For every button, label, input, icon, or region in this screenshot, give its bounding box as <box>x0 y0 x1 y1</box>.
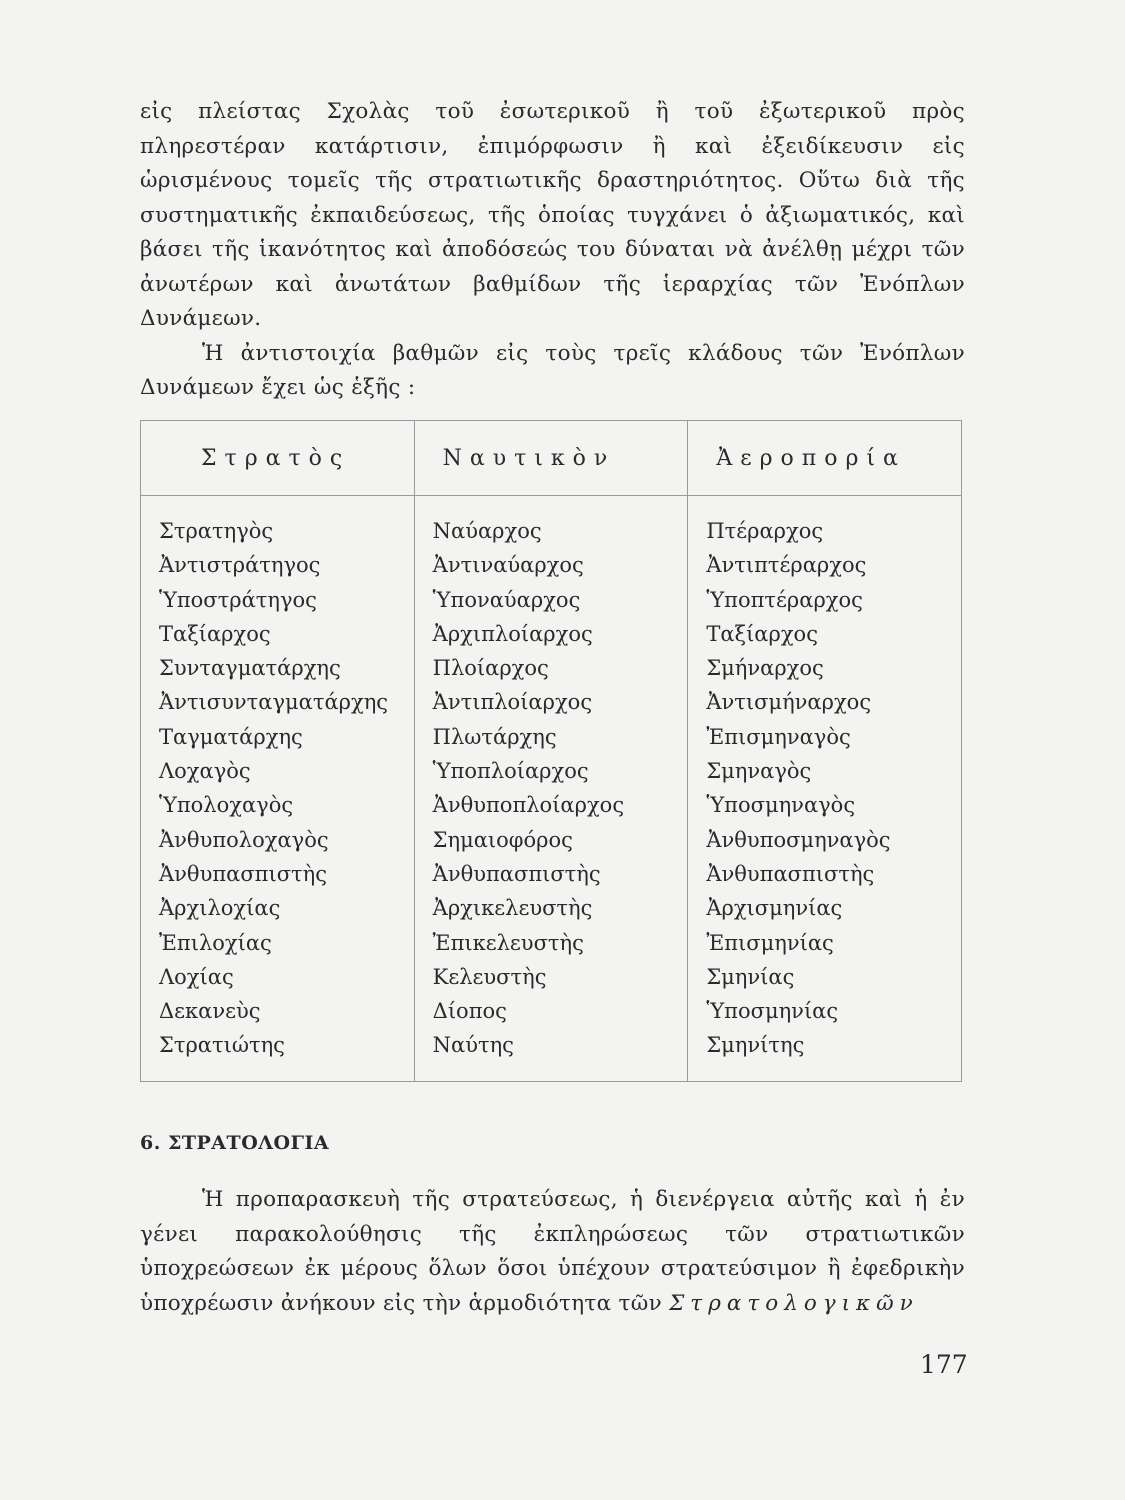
rank-item: Ταξίαρχος <box>706 621 818 646</box>
rank-item: Πλοίαρχος <box>432 656 549 681</box>
intro-paragraph-1: εἰς πλείστας Σχολὰς τοῦ ἐσωτερικοῦ ἢ τοῦ ἐξωτερικοῦ πρὸς πληρεστέραν κατάρτισιν, ἐπιμόρφωσιν ἢ καὶ ἐξειδίκευσιν εἰς ὡρισμένους τομεῖς τῆς στρατιωτικῆς δραστηριότητος. Οὕτω διὰ τῆς συστηματικῆς ἐκπαιδεύσεως, τῆς ὁποίας τυγχάνει ὁ ἀξιωματικός, καὶ βάσει τῆς ἱκανότητος καὶ ἀποδόσεώς του δύναται νὰ ἀνέλθῃ μέχρι τῶν ἀνωτέρων καὶ ἀνωτάτων βαθμίδων τῆς ἱεραρχίας τῶν Ἐνόπλων Δυνάμεων. <box>140 99 965 331</box>
rank-item: Ναύτης <box>432 1033 514 1058</box>
rank-item: Ἀντιπλοίαρχος <box>432 690 593 715</box>
rank-item: Δεκανεὺς <box>159 999 261 1024</box>
rank-item: Ὑποσμηνίας <box>706 999 839 1024</box>
rank-item: Σμηνίας <box>706 964 795 989</box>
rank-item: Ἀρχισμηνίας <box>706 896 843 921</box>
rank-item: Ἀνθυποσμηναγὸς <box>706 827 891 852</box>
rank-item: Ἀντιστράτηγος <box>159 553 321 578</box>
rank-item: Λοχίας <box>159 964 234 989</box>
page-number: 177 <box>920 1350 968 1379</box>
rank-item: Ἀντισμήναρχος <box>706 690 872 715</box>
rank-item: Ταξίαρχος <box>159 621 271 646</box>
rank-item: Ἀρχιλοχίας <box>159 896 281 921</box>
rank-item: Ὑποπτέραρχος <box>706 587 863 612</box>
rank-item: Ὑποπλοίαρχος <box>432 759 589 784</box>
rank-item: Ὑποσμηναγὸς <box>706 793 856 818</box>
rank-item: Ἀρχιπλοίαρχος <box>432 621 593 646</box>
rank-item: Ἐπισμηναγὸς <box>706 724 851 749</box>
header-army: Στρατὸς <box>141 421 415 496</box>
section-text <box>140 1183 965 1321</box>
section-paragraph-spaced-word: Στρατολογικῶν <box>669 1290 919 1316</box>
rank-item: Συνταγματάρχης <box>159 656 341 681</box>
rank-item: Ὑποστράτηγος <box>159 587 317 612</box>
intro-paragraph-2: Ἡ ἀντιστοιχία βαθμῶν εἰς τοὺς τρεῖς κλάδους τῶν Ἐνόπλων Δυνάμεων ἔχει ὡς ἑξῆς : <box>140 340 965 400</box>
rank-item: Πλωτάρχης <box>432 724 557 749</box>
rank-item: Ναύαρχος <box>432 519 542 543</box>
rank-item: Ἀνθυπασπιστὴς <box>706 861 875 886</box>
table-header-row <box>141 421 962 496</box>
rank-item: Λοχαγὸς <box>159 759 251 784</box>
rank-item: Ἀντιναύαρχος <box>432 553 584 578</box>
rank-item: Ἀρχικελευστὴς <box>432 896 593 921</box>
intro-text <box>140 95 965 406</box>
rank-item: Κελευστὴς <box>432 964 547 989</box>
rank-item: Δίοπος <box>432 999 507 1024</box>
rank-item: Ἀνθυπασπιστὴς <box>159 861 327 886</box>
rank-item: Ὑπολοχαγὸς <box>159 793 294 818</box>
navy-column <box>414 496 688 1082</box>
header-air-force: Ἀεροπορία <box>688 421 962 496</box>
rank-item: Σμήναρχος <box>706 656 824 681</box>
rank-item: Ἀντιπτέραρχος <box>706 553 867 578</box>
rank-item: Ἀνθυπολοχαγὸς <box>159 827 329 852</box>
rank-item: Ἀντισυνταγματάρχης <box>159 690 389 715</box>
rank-item: Σημαιοφόρος <box>432 827 573 852</box>
rank-item: Στρατιώτης <box>159 1033 285 1058</box>
rank-item: Στρατηγὸς <box>159 519 274 543</box>
army-column <box>141 496 415 1082</box>
rank-correspondence-table <box>140 420 962 1082</box>
rank-item: Πτέραρχος <box>706 519 824 543</box>
rank-item: Ἀνθυποπλοίαρχος <box>432 793 625 818</box>
rank-item: Ἐπιλοχίας <box>159 930 272 955</box>
rank-item: Ἐπισμηνίας <box>706 930 834 955</box>
rank-item: Ὑποναύαρχος <box>432 587 581 612</box>
header-navy: Ναυτικὸν <box>414 421 688 496</box>
section-paragraph <box>140 1183 965 1321</box>
section-paragraph-text: Ἡ προπαρασκευὴ τῆς στρατεύσεως, ἡ διενέργεια αὐτῆς καὶ ἡ ἐν γένει παρακολούθησις τῆς ἐκπληρώσεως τῶν στρατιωτικῶν ὑποχρεώσεων ἐκ μέρους ὅλων ὅσοι ὑπέχουν στρατεύσιμον ἢ ἐφεδρικὴν ὑποχρέωσιν ἀνήκουν εἰς τὴν ἁρμοδιότητα τῶν <box>140 1187 965 1316</box>
rank-item: Σμηναγὸς <box>706 759 812 784</box>
rank-item: Ἐπικελευστὴς <box>432 930 584 955</box>
air-force-column <box>688 496 962 1082</box>
rank-item: Ἀνθυπασπιστὴς <box>432 861 601 886</box>
rank-item: Ταγματάρχης <box>159 724 303 749</box>
table-body-row <box>141 496 962 1082</box>
section-heading: 6. ΣΤΡΑΤΟΛΟΓΙΑ <box>140 1132 330 1154</box>
rank-item: Σμηνίτης <box>706 1033 805 1058</box>
